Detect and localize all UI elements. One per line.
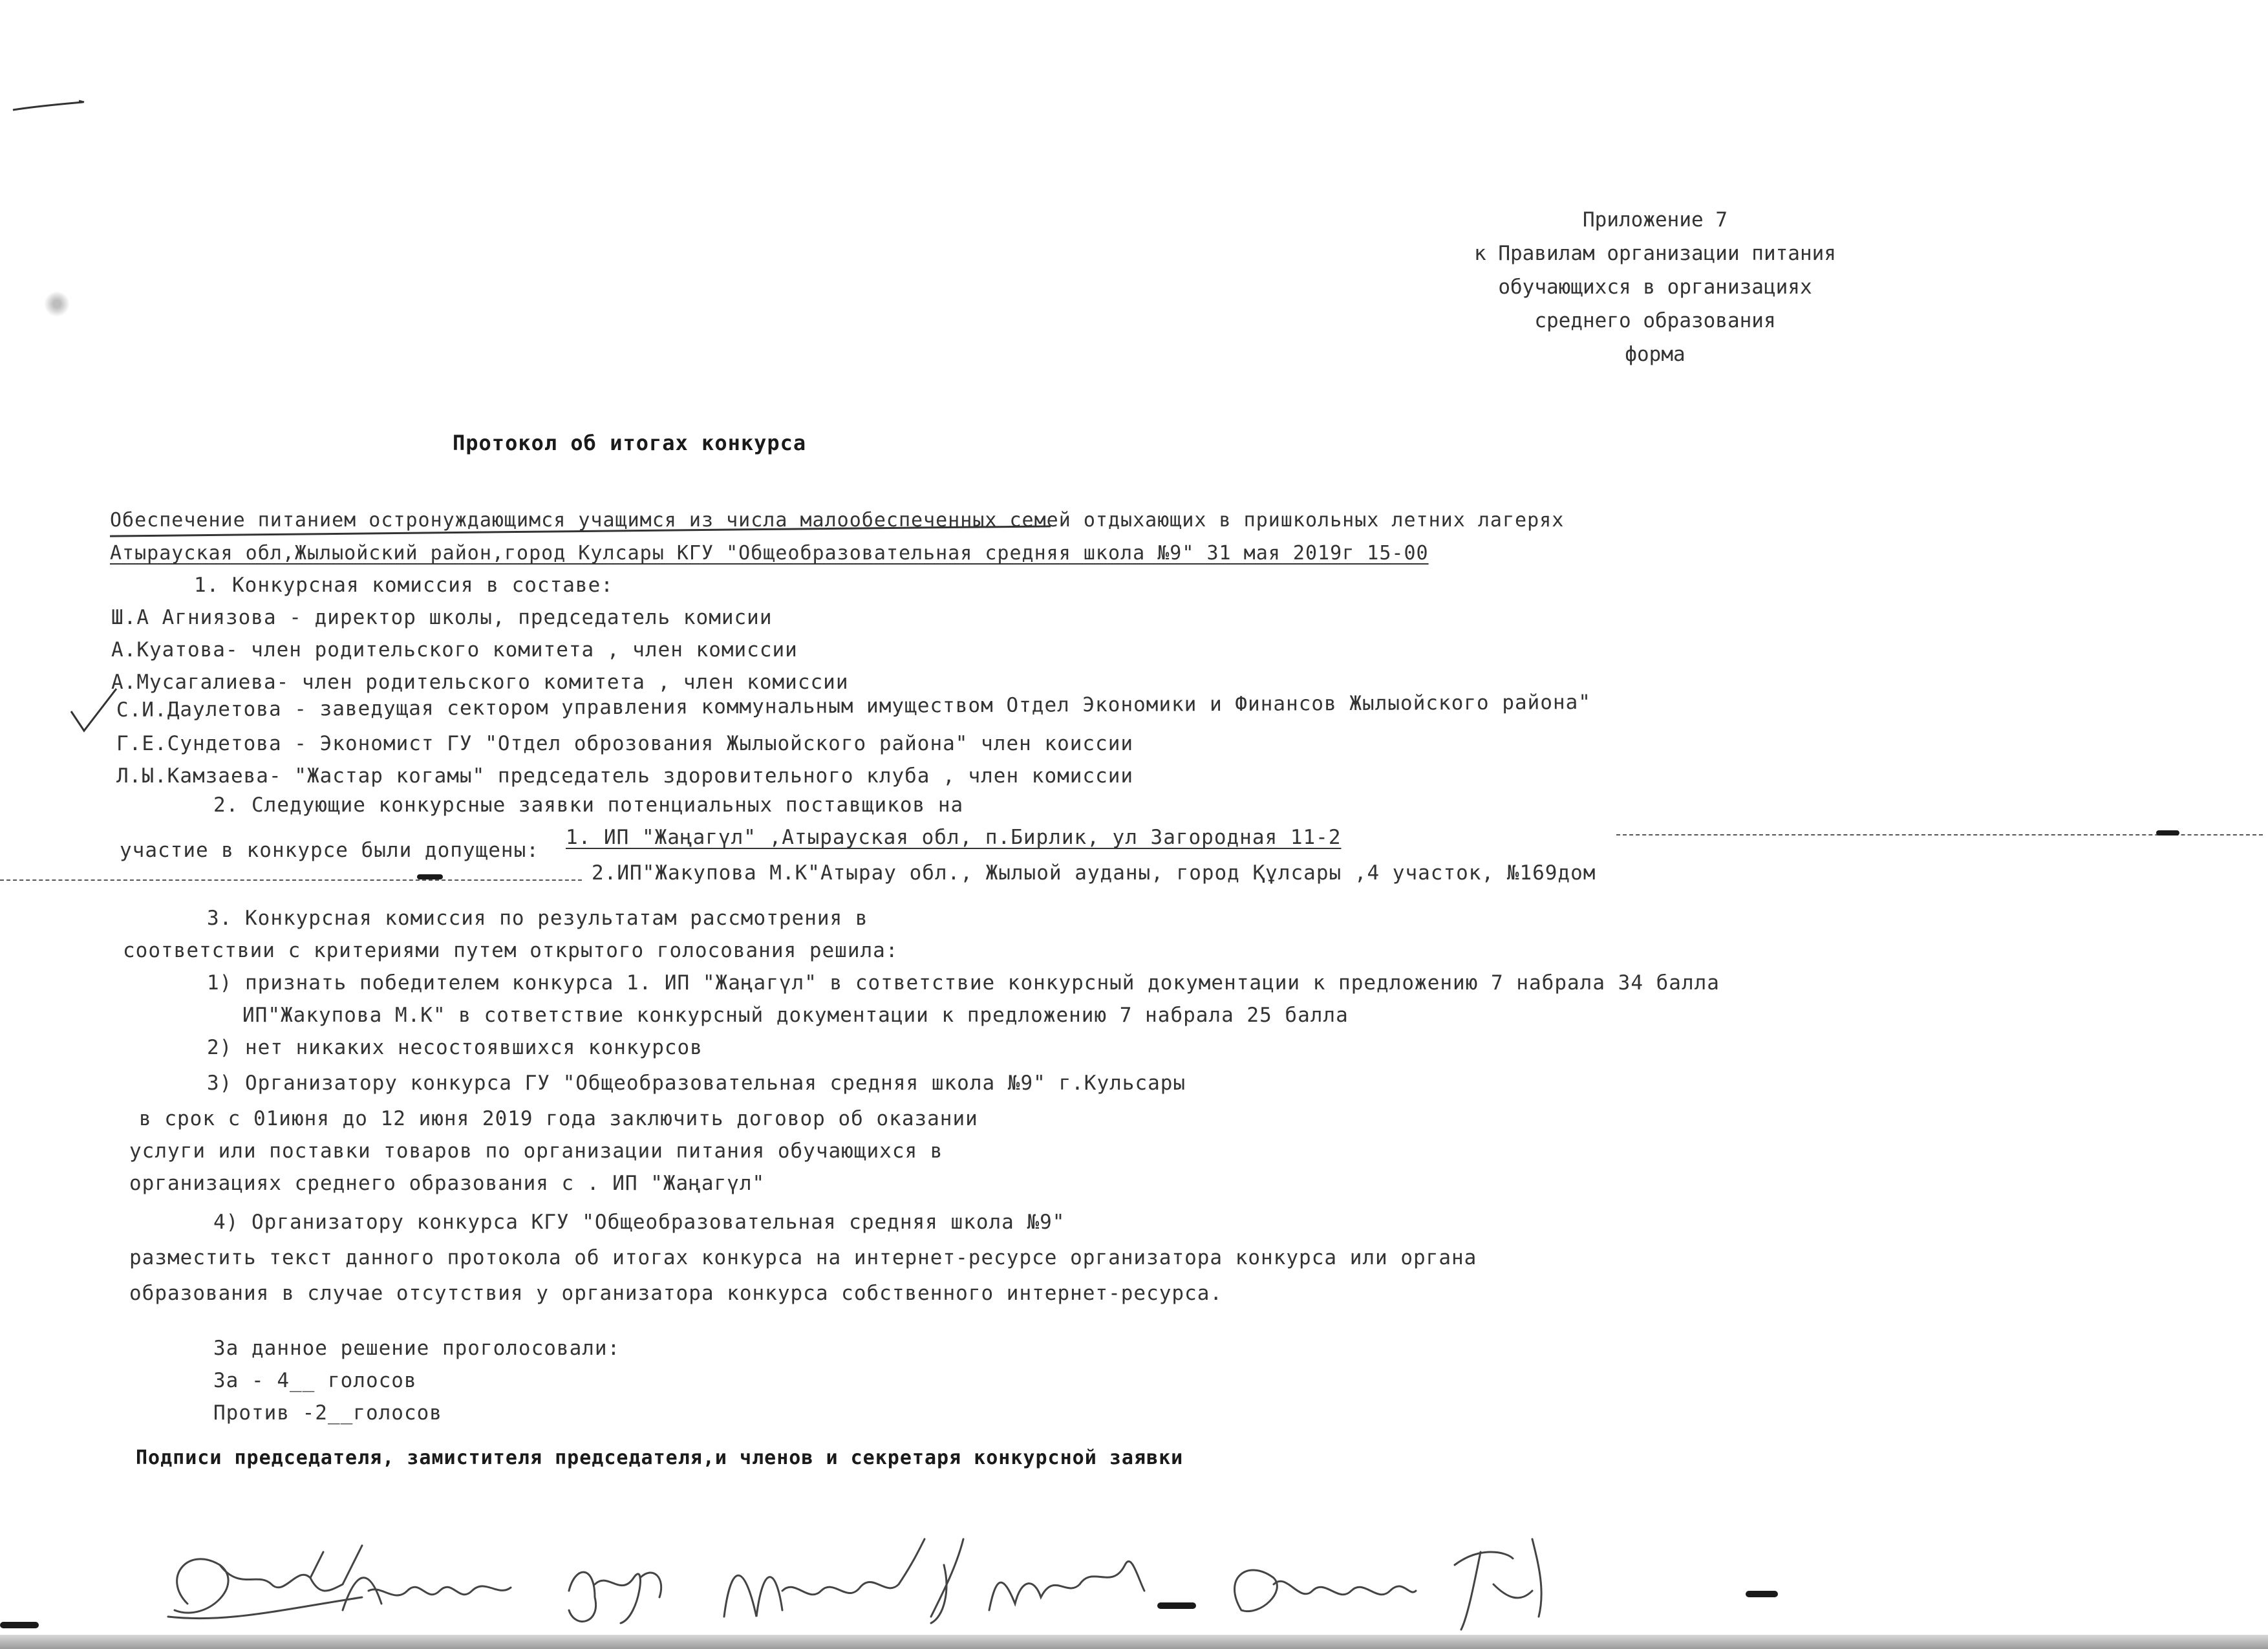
publication-text: разместить текст данного протокола об итогах конкурса на интернет-ресурсе организатора конкурса или органа: [129, 1246, 1477, 1269]
bidder-2: 2.ИП"Жакупова М.К"Атырау обл., Жылыой ауданы, город Құлсары ,4 участок, №169дом: [592, 861, 1596, 885]
appendix-rules: к Правилам организации питания: [1474, 242, 1836, 265]
decision-item-3: 3) Организатору конкурса ГУ "Общеобразовательная средняя школа №9" г.Кульсары: [207, 1072, 1186, 1095]
checkmark-icon: [65, 685, 123, 737]
bids-heading: 2. Следующие конкурсные заявки потенциальных поставщиков на: [213, 793, 964, 817]
appendix-form: форма: [1625, 343, 1685, 366]
tender-place-date: Атырауская обл,Жылыойский район,город Кулсары КГУ "Общеобразовательная средняя школа №9" 31 мая 2019г 15-00: [110, 542, 1429, 565]
ink-dash: [417, 874, 443, 879]
decision-item-3c: услуги или поставки товаров по организации питания обучающихся в: [129, 1139, 943, 1163]
bids-admitted-label: участие в конкурсе были допущены:: [120, 839, 539, 862]
appendix-number: Приложение 7: [1583, 208, 1728, 232]
ink-dash: [2156, 830, 2179, 835]
commission-member: Ш.А Агниязова - директор школы, председатель комисии: [111, 606, 773, 629]
decision-heading: 3. Конкурсная комиссия по результатам рассмотрения в: [207, 907, 868, 930]
decision-criteria: соответствии с критериями путем открытого голосования решила:: [123, 939, 899, 962]
document-title: Протокол об итогах конкурса: [453, 431, 807, 455]
commission-heading: 1. Конкурсная комиссия в составе:: [194, 574, 614, 597]
decision-item-2: 2) нет никаких несостоявшихся конкурсов: [207, 1036, 703, 1059]
commission-member: А.Мусагалиева- член родительского комитета , член комиссии: [111, 671, 849, 694]
handwritten-signatures-icon: [149, 1526, 1636, 1643]
publication-text-2: образования в случае отсутствия у организатора конкурса собственного интернет-ресурса.: [129, 1282, 1223, 1305]
publication-item: 4) Организатору конкурса КГУ "Общеобразовательная средняя школа №9": [213, 1211, 1065, 1234]
decision-item-3d: организациях среднего образования с . ИП "Жаңагүл": [129, 1172, 765, 1195]
scan-stroke: [0, 879, 582, 881]
tender-subject: Обеспечение питанием остронуждающимся учащимся из числа малообеспеченных семей отдыхающих в пришкольных летних лагерях: [110, 509, 1565, 532]
scan-edge: [0, 1635, 2268, 1649]
signatures-caption: Подписи председателя, замистителя председателя,и членов и секретаря конкурсной заявки: [136, 1447, 1184, 1469]
ink-dash: [1157, 1602, 1196, 1609]
commission-member: Л.Ы.Камзаева- "Жастар когамы" председатель здоровительного клуба , член комиссии: [116, 764, 1134, 788]
votes-for: За - 4__ голосов: [213, 1369, 417, 1392]
commission-member: Г.Е.Сундетова - Экономист ГУ "Отдел оброзования Жылыойского района" член коиссии: [116, 732, 1134, 755]
bidder-1: 1. ИП "Жаңагүл" ,Атырауская обл, п.Бирлик, ул Загородная 11-2: [566, 826, 1342, 849]
decision-item-3b: в срок с 01июня до 12 июня 2019 года заключить договор об оказании: [139, 1107, 978, 1130]
ink-dash: [1746, 1591, 1778, 1597]
votes-against: Против -2__голосов: [213, 1401, 442, 1425]
appendix-students: обучающихся в организациях: [1498, 275, 1812, 299]
pen-mark-icon: [12, 97, 89, 116]
commission-member: А.Куатова- член родительского комитета , член комиссии: [111, 638, 798, 662]
commission-member: С.И.Даулетова - заведущая сектором управления коммунальным имуществом Отдел Экономики и Финансов Жылыойского района": [116, 691, 1592, 722]
voting-heading: За данное решение проголосовали:: [213, 1337, 621, 1360]
scan-smudge: [44, 291, 70, 317]
appendix-education: среднего образования: [1534, 309, 1776, 332]
decision-item-1b: ИП"Жакупова М.К" в сответствие конкурсный документации к предложению 7 набрала 25 балла: [242, 1004, 1349, 1027]
ink-dash: [0, 1622, 39, 1628]
decision-item-1: 1) признать победителем конкурса 1. ИП "Жаңагүл" в сответствие конкурсный документации к предложению 7 набрала 34 балла: [207, 971, 1720, 995]
